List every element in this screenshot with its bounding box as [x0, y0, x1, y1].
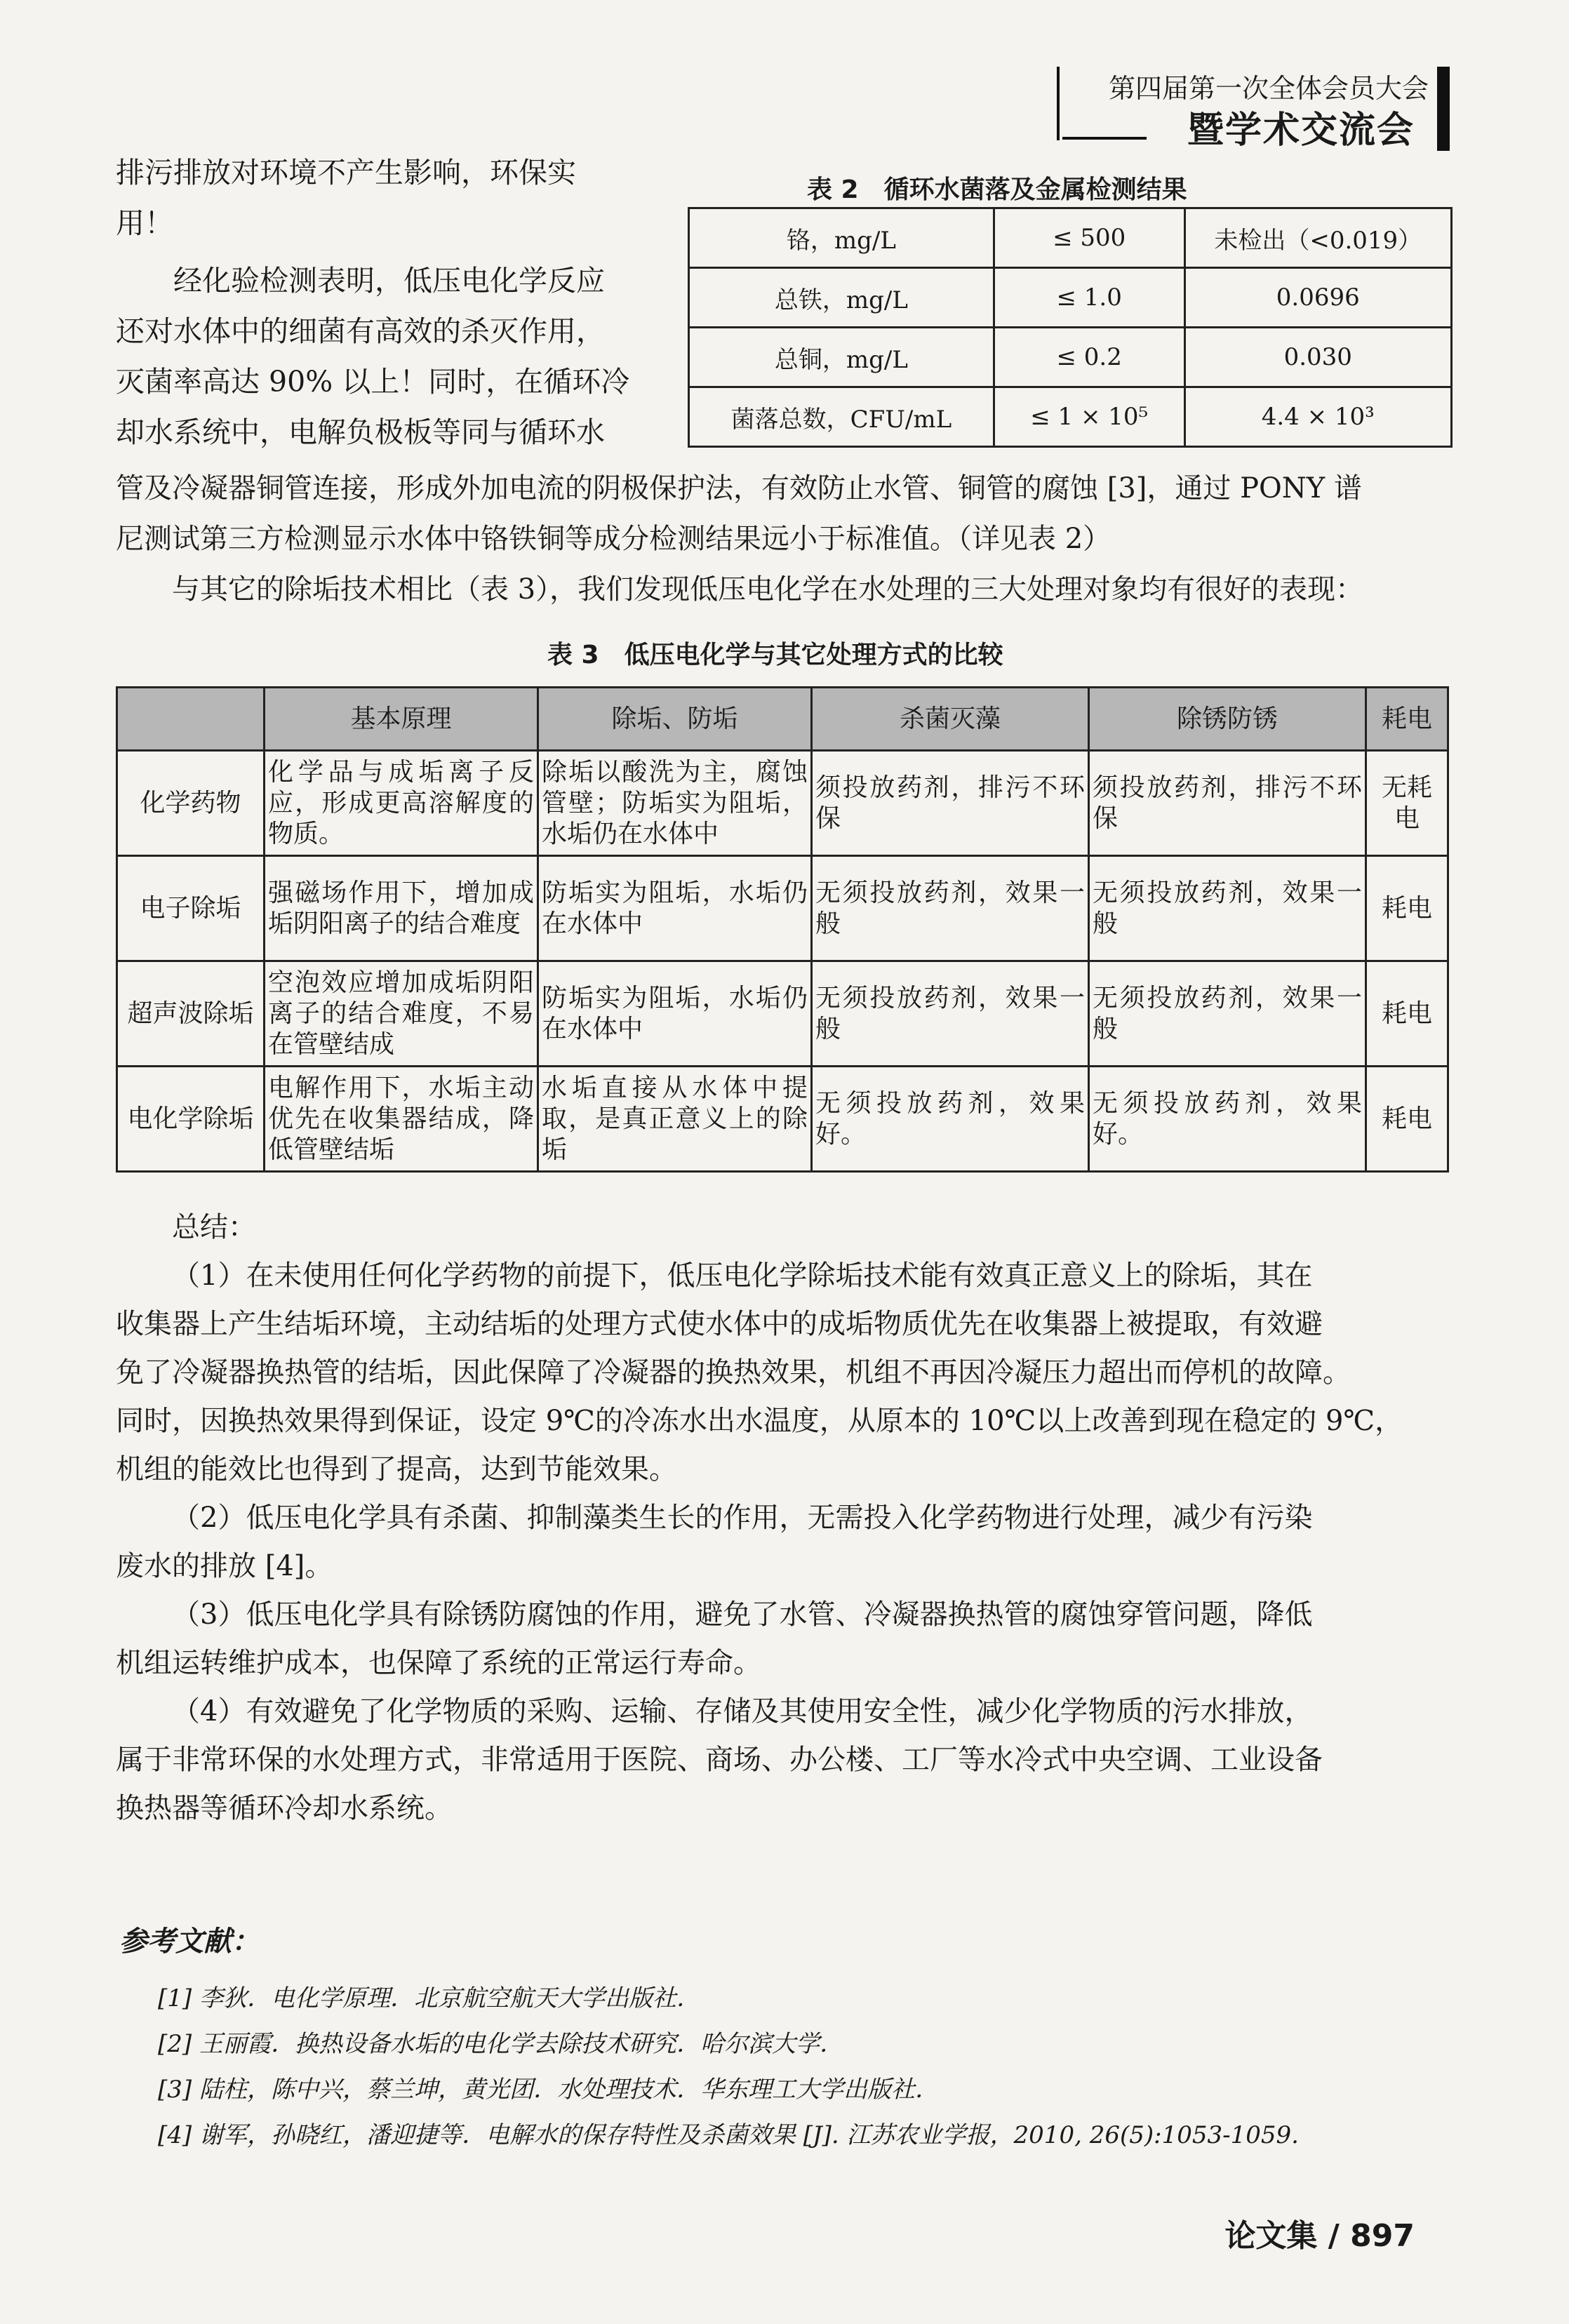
table-cell: 无须投放药剂，效果好。 — [812, 1067, 1089, 1172]
reference-item: [3] 陆柱，陈中兴，蔡兰坤，黄光团．水处理技术．华东理工大学出版社． — [158, 2076, 939, 2104]
table-cell: ≤ 0.2 — [994, 328, 1184, 387]
text-line: 管及冷凝器铜管连接，形成外加电流的阴极保护法，有效防止水管、铜管的腐蚀 [3]，通过 PONY 谱 — [116, 472, 1362, 505]
reference-item: [1] 李狄．电化学原理．北京航空航天大学出版社． — [158, 1984, 700, 2012]
table-header-cell: 耗电 — [1366, 688, 1448, 751]
table-cell: 防垢实为阻垢，水垢仍在水体中 — [538, 961, 812, 1067]
text-line: 换热器等循环冷却水系统。 — [116, 1792, 453, 1824]
table-cell: 无耗电 — [1366, 751, 1448, 856]
table3-caption: 表 3 低压电化学与其它处理方式的比较 — [547, 641, 1003, 669]
text-line: 却水系统中，电解负极板等同与循环水 — [116, 415, 605, 449]
header-bar — [1437, 67, 1450, 151]
table-row — [689, 387, 1452, 447]
table-cell: 防垢实为阻垢，水垢仍在水体中 — [538, 856, 812, 961]
text-line: 用！ — [116, 206, 173, 240]
table-cell: ≤ 1.0 — [994, 268, 1184, 328]
table-cell: 总铜，mg/L — [689, 328, 994, 387]
text-line: 收集器上产生结垢环境，主动结垢的处理方式使水体中的成垢物质优先在收集器上被提取，有效避 — [116, 1308, 1323, 1340]
text-line: （1）在未使用任何化学药物的前提下，低压电化学除垢技术能有效真正意义上的除垢，其在 — [172, 1260, 1313, 1292]
table-header-cell: 除锈防锈 — [1089, 688, 1366, 751]
references-heading: 参考文献： — [119, 1925, 260, 1958]
table-cell: 化学品与成垢离子反应，形成更高溶解度的物质。 — [265, 751, 538, 856]
reference-item: [4] 谢军，孙晓红，潘迎捷等．电解水的保存特性及杀菌效果 [J]. 江苏农业学报，2010, 26(5):1053-1059. — [158, 2121, 1299, 2149]
table-cell: 未检出（<0.019） — [1184, 208, 1451, 268]
table-cell: 电解作用下，水垢主动优先在收集器结成，降低管壁结垢 — [265, 1067, 538, 1172]
table-cell: 总铁，mg/L — [689, 268, 994, 328]
table-cell: ≤ 1 × 10⁵ — [994, 387, 1184, 447]
header-line1: 第四届第一次全体会员大会 — [1108, 73, 1429, 104]
table-cell: 须投放药剂，排污不环保 — [812, 751, 1089, 856]
intro-column — [116, 147, 670, 458]
table3 — [116, 686, 1449, 1173]
table-cell: 水垢直接从水体中提取，是真正意义上的除垢 — [538, 1067, 812, 1172]
text-line: 免了冷凝器换热管的结垢，因此保障了冷凝器的换热效果，机组不再因冷凝压力超出而停机的故障。 — [116, 1356, 1351, 1389]
table-cell: 无须投放药剂，效果一般 — [812, 856, 1089, 961]
table-header-cell: 基本原理 — [265, 688, 538, 751]
text-line: （3）低压电化学具有除锈防腐蚀的作用，避免了水管、冷凝器换热管的腐蚀穿管问题，降低 — [172, 1598, 1313, 1631]
table-row-header: 电子除垢 — [117, 856, 265, 961]
page-header — [1057, 67, 1450, 158]
text-line: 经化验检测表明，低压电化学反应 — [173, 264, 605, 298]
table-cell: 无须投放药剂，效果一般 — [812, 961, 1089, 1067]
text-line: 尼测试第三方检测显示水体中铬铁铜等成分检测结果远小于标准值。（详见表 2） — [116, 523, 1111, 555]
table-cell: 0.030 — [1184, 328, 1451, 387]
table-cell: 强磁场作用下，增加成垢阴阳离子的结合难度 — [265, 856, 538, 961]
table-row — [117, 961, 1448, 1067]
text-line: 机组的能效比也得到了提高，达到节能效果。 — [116, 1453, 677, 1485]
table-cell: 无须投放药剂，效果一般 — [1089, 856, 1366, 961]
table-row — [117, 856, 1448, 961]
table-cell: 空泡效应增加成垢阴阳离子的结合难度，不易在管壁结成 — [265, 961, 538, 1067]
table-row — [689, 328, 1452, 387]
table-header-cell — [117, 688, 265, 751]
text-line: 属于非常环保的水处理方式，非常适用于医院、商场、办公楼、工厂等水冷式中央空调、工业设备 — [116, 1744, 1323, 1776]
table-cell: 4.4 × 10³ — [1184, 387, 1451, 447]
table-cell: 菌落总数，CFU/mL — [689, 387, 994, 447]
table-cell: 耗电 — [1366, 961, 1448, 1067]
intro-continuation — [116, 463, 1449, 615]
table-header-row — [117, 688, 1448, 751]
header-rule-horizontal — [1062, 137, 1147, 140]
table-row — [689, 268, 1452, 328]
page-footer: 论文集 / 897 — [1224, 2218, 1415, 2254]
table-row — [117, 751, 1448, 856]
text-line: （4）有效避免了化学物质的采购、运输、存储及其使用安全性，减少化学物质的污水排放， — [172, 1695, 1313, 1728]
text-line: 排污排放对环境不产生影响，环保实 — [116, 156, 576, 189]
text-line: 灭菌率高达 90% 以上！同时，在循环冷 — [116, 365, 630, 399]
table-cell: 无须投放药剂，效果一般 — [1089, 961, 1366, 1067]
text-line: （2）低压电化学具有杀菌、抑制藻类生长的作用，无需投入化学药物进行处理，减少有污染 — [172, 1502, 1313, 1534]
text-line: 同时，因换热效果得到保证，设定 9℃的冷冻水出水温度，从原本的 10℃以上改善到现在稳定的 9℃， — [116, 1405, 1403, 1437]
reference-item: [2] 王丽霞．换热设备水垢的电化学去除技术研究．哈尔滨大学． — [158, 2030, 843, 2058]
header-line2: 暨学术交流会 — [1187, 109, 1415, 152]
table-cell: 耗电 — [1366, 1067, 1448, 1172]
table-cell: 铬，mg/L — [689, 208, 994, 268]
summary-heading: 总结： — [172, 1211, 256, 1243]
table-row — [117, 1067, 1448, 1172]
table-cell: 耗电 — [1366, 856, 1448, 961]
table-row — [689, 208, 1452, 268]
table-cell: 须投放药剂，排污不环保 — [1089, 751, 1366, 856]
table2 — [688, 207, 1453, 448]
text-line: 与其它的除垢技术相比（表 3），我们发现低压电化学在水处理的三大处理对象均有很好的表现： — [172, 573, 1364, 606]
table-row-header: 电化学除垢 — [117, 1067, 265, 1172]
text-line: 机组运转维护成本，也保障了系统的正常运行寿命。 — [116, 1647, 761, 1679]
text-line: 废水的排放 [4]。 — [116, 1550, 333, 1582]
header-rule-vertical — [1057, 67, 1060, 140]
table-header-cell: 除垢、防垢 — [538, 688, 812, 751]
table-header-cell: 杀菌灭藻 — [812, 688, 1089, 751]
table2-caption: 表 2 循环水菌落及金属检测结果 — [807, 175, 1187, 204]
table-cell: 除垢以酸洗为主，腐蚀管壁；防垢实为阻垢，水垢仍在水体中 — [538, 751, 812, 856]
table-cell: ≤ 500 — [994, 208, 1184, 268]
text-line: 还对水体中的细菌有高效的杀灭作用， — [116, 314, 605, 348]
table-row-header: 超声波除垢 — [117, 961, 265, 1067]
table-row-header: 化学药物 — [117, 751, 265, 856]
table-cell: 无须投放药剂，效果好。 — [1089, 1067, 1366, 1172]
summary-section — [116, 1203, 1449, 1833]
table-cell: 0.0696 — [1184, 268, 1451, 328]
